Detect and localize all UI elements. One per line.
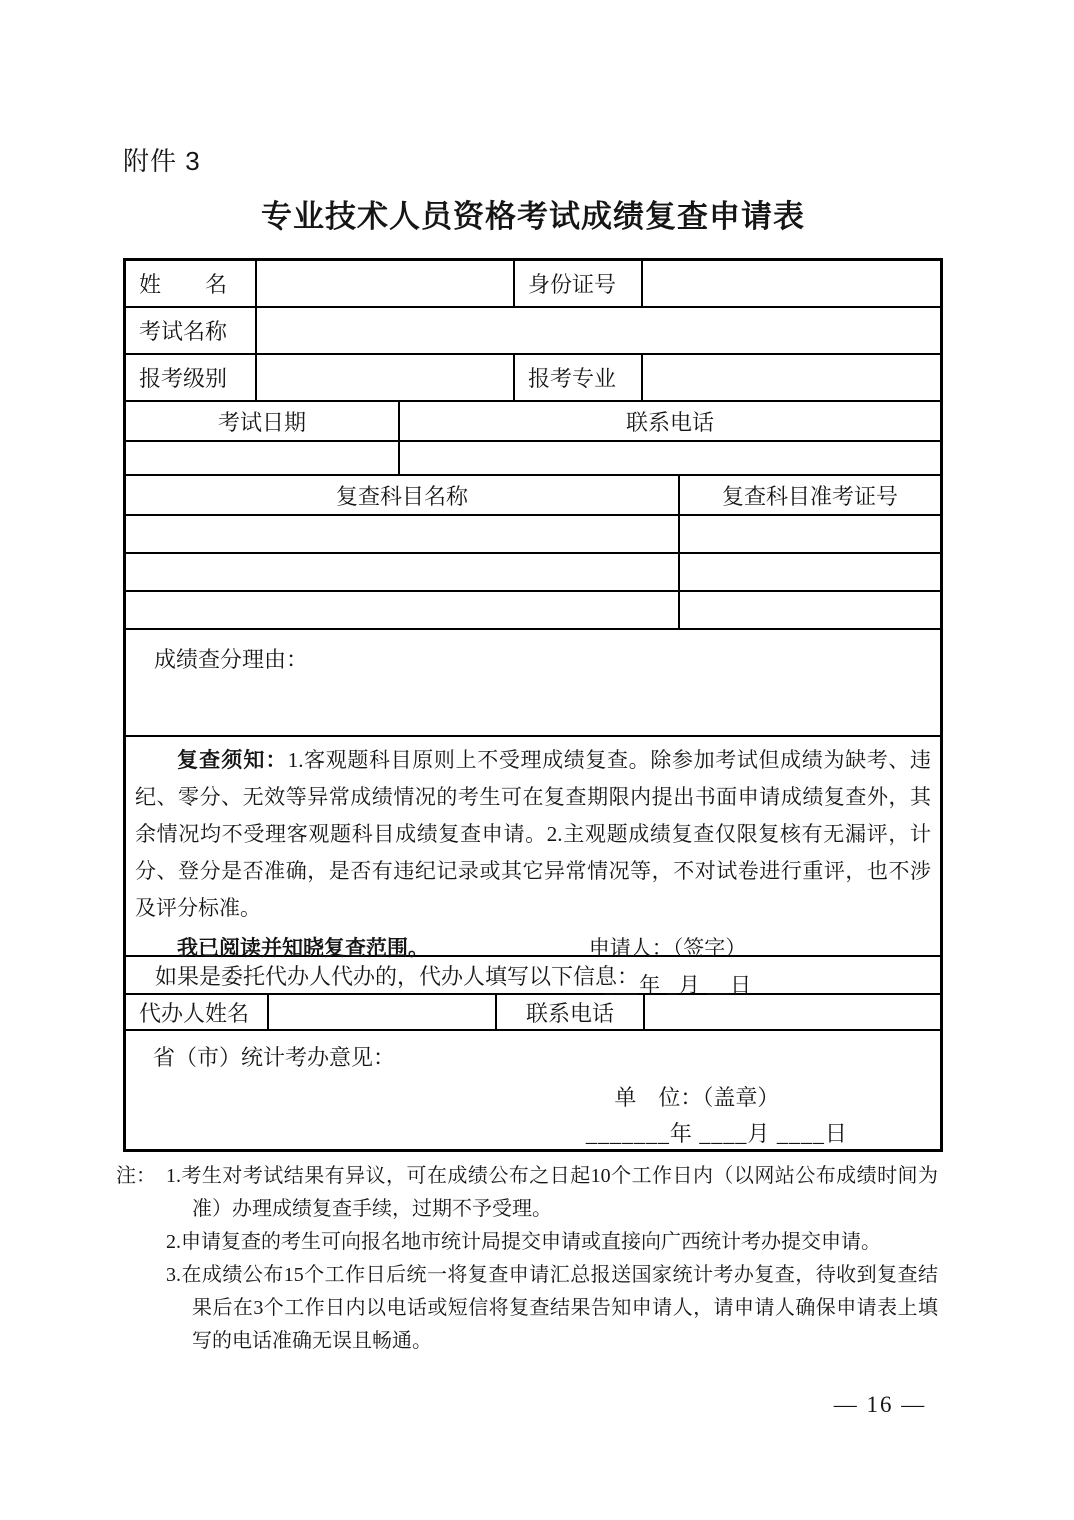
reason-label: 成绩查分理由：: [154, 647, 309, 672]
agent-phone-label: 联系电话: [497, 995, 645, 1029]
note-item-2: 2.申请复查的考生可向报名地市统计局提交申请或直接向广西统计考办提交申请。: [166, 1231, 881, 1253]
subject-ticket-value-cell: [680, 592, 940, 628]
name-value-cell: [257, 261, 515, 306]
score-review-form-table: [123, 258, 943, 1152]
notes-prefix: 注：: [116, 1165, 156, 1187]
note-item-1: 1.考生对考试结果有异议，可在成绩公布之日起10个工作日内（以网站公布成绩时间为准）办理成绩复查手续，过期不予受理。: [166, 1165, 938, 1220]
notice-paragraph: [135, 742, 931, 927]
applicant-date-line: ___年 _月 __日: [604, 973, 753, 997]
read-confirmation: 我已阅读并知晓复查范围。: [177, 936, 429, 960]
subject-name-value-cell: [126, 592, 680, 628]
major-label: 报考专业: [515, 355, 643, 400]
level-label: 报考级别: [126, 355, 257, 400]
applicant-signature-label: 申请人：（签字）: [588, 936, 747, 960]
phone-header: 联系电话: [625, 409, 714, 435]
notes-items: [166, 1160, 938, 1358]
subject-ticket-value-cell: [680, 554, 940, 590]
unit-seal-label: 单 位：（盖章）: [614, 1085, 780, 1110]
agent-info-intro: 如果是委托代办人代办的，代办人填写以下信息：: [155, 963, 640, 989]
agent-name-value-cell: [269, 995, 497, 1029]
office-date-line: _______年 ____月 ____日: [585, 1121, 848, 1146]
page-number: — 16 —: [833, 1392, 927, 1417]
row-reason: [126, 630, 940, 737]
row-date-phone-values: [126, 442, 940, 476]
level-value-cell: [257, 355, 515, 400]
name-label: 姓 名: [126, 261, 257, 306]
note-item-3: 3.在成绩公布15个工作日后统一将复查申请汇总报送国家统计考办复查，待收到复查结果后在3个工作日内以电话或短信将复查结果告知申请人，请申请人确保申请表上填写的电话准确无误且畅通。: [166, 1264, 938, 1352]
exam-date-value-cell: [126, 442, 400, 474]
office-opinion-label: 省（市）统计考办意见：: [153, 1045, 396, 1070]
agent-name-label: 代办人姓名: [126, 995, 269, 1029]
notice-body: 1.客观题科目原则上不受理成绩复查。除参加考试但成绩为缺考、违纪、零分、无效等异常成绩情况的考生可在复查期限内提出书面申请成绩复查外，其余情况均不受理客观题科目成绩复查申请。2.主观题成绩复查仅限复核有无漏评，计分、登分是否准确，是否有违纪记录或其它异常情况等，不对试卷进行重评，也不涉及评分标准。: [135, 748, 932, 920]
subject-row-2: [126, 554, 940, 592]
form-title: 专业技术人员资格考试成绩复查申请表: [261, 199, 805, 234]
reason-cell: [126, 630, 940, 735]
signature-line: [135, 929, 931, 967]
subject-row-1: [126, 516, 940, 554]
subject-name-value-cell: [126, 516, 680, 552]
row-exam-name: [126, 308, 940, 355]
exam-name-value-cell: [257, 308, 940, 353]
subject-row-3: [126, 592, 940, 630]
row-name-id: [126, 261, 940, 308]
exam-date-header: 考试日期: [126, 402, 400, 440]
subject-name-header: 复查科目名称: [126, 476, 680, 514]
subject-ticket-header: 复查科目准考证号: [721, 483, 898, 509]
row-subject-header: [126, 476, 940, 516]
notes-section: [116, 1160, 938, 1358]
phone-value-cell: [400, 442, 940, 474]
row-level-major: [126, 355, 940, 402]
id-number-value-cell: [643, 261, 940, 306]
row-date-phone-header: [126, 402, 940, 442]
exam-name-label: 考试名称: [126, 308, 257, 353]
notice-lead: 复查须知：: [177, 748, 288, 772]
id-number-label: 身份证号: [515, 261, 643, 306]
major-value-cell: [643, 355, 940, 400]
attachment-label: 附件 3: [123, 146, 201, 176]
subject-name-value-cell: [126, 554, 680, 590]
subject-ticket-value-cell: [680, 516, 940, 552]
office-opinion-cell: [126, 1031, 940, 1149]
row-office-opinion: [126, 1031, 940, 1149]
